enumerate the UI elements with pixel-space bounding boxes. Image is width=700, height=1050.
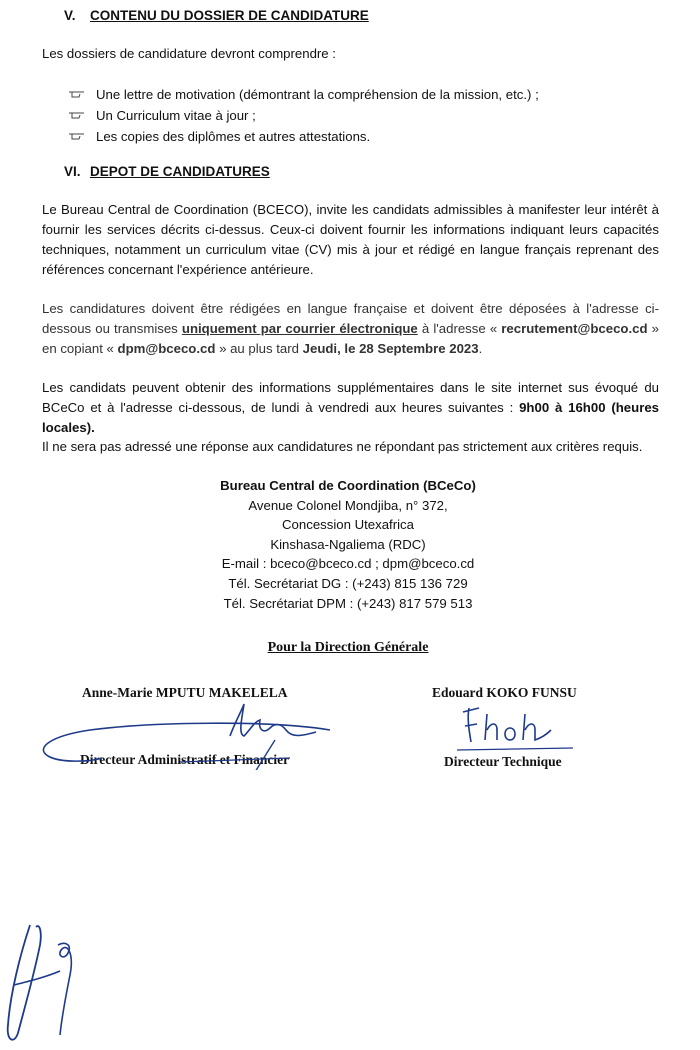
section-v-title: CONTENU DU DOSSIER DE CANDIDATURE: [90, 8, 369, 23]
left-handwritten-signature: [30, 700, 340, 770]
organization-name: Bureau Central de Coordination (BCeCo): [220, 478, 476, 493]
para2-text: Les candidatures doivent être rédigées en langue française et doivent être déposées à l'adresse ci-dessous ou transmises: [42, 301, 659, 336]
initials-handwritten: [0, 915, 85, 1050]
section-vi-number: VI.: [64, 164, 81, 179]
para2-text: .: [478, 341, 483, 356]
section-v-number: V.: [64, 8, 76, 23]
right-signatory-title: Directeur Technique: [444, 754, 562, 769]
pointing-hand-icon: [68, 126, 86, 147]
list-item-text: Les copies des diplômes et autres attestations.: [96, 129, 371, 144]
recruitment-email: recrutement@bceco.cd: [501, 321, 648, 336]
section-vi-paragraph-1: Le Bureau Central de Coordination (BCECO), invite les candidats admissibles à manifester leur intérêt à fournir les services décrits ci-dessus. Ceux-ci doivent fournir les informations indiquant leurs capacités techniques, notamment un curriculum vitae (CV) mis à jour et rédigé en langue français reprenant des références concernant l'expérience antérieure.: [42, 202, 659, 277]
office-hours: 9h00 à 16h00 (heures locales).: [42, 400, 659, 435]
section-v-intro: Les dossiers de candidature devront comprendre :: [42, 46, 336, 61]
para2-text: » en copiant «: [42, 321, 659, 356]
list-item: [68, 84, 539, 105]
list-item: [68, 126, 539, 147]
pointing-hand-icon: [68, 84, 86, 105]
para2-text: » au plus tard: [215, 341, 303, 356]
right-handwritten-signature: [455, 700, 585, 755]
para2-text: à l'adresse «: [417, 321, 502, 336]
pointing-hand-icon: [68, 105, 86, 126]
section-vi-paragraph-4: Il ne sera pas adressé une réponse aux candidatures ne répondant pas strictement aux critères requis.: [42, 439, 643, 454]
list-item-text: Un Curriculum vitae à jour ;: [96, 108, 256, 123]
section-vi-heading: [64, 164, 270, 179]
left-signatory-name: Anne-Marie MPUTU MAKELELA: [82, 685, 288, 700]
right-signatory-name: Edouard KOKO FUNSU: [432, 685, 577, 700]
address-block: [198, 476, 498, 613]
required-documents-list: [68, 84, 539, 147]
address-line: Kinshasa-Ngaliema (RDC): [270, 536, 426, 552]
section-v-heading: [64, 8, 369, 23]
contact-phone-dpm: Tél. Secrétariat DPM : (+243) 817 579 513: [223, 595, 473, 611]
list-item-text: Une lettre de motivation (démontrant la compréhension de la mission, etc.) ;: [96, 87, 539, 102]
copy-email: dpm@bceco.cd: [117, 341, 216, 356]
list-item: [68, 105, 539, 126]
para3-text: Les candidats peuvent obtenir des informations supplémentaires dans le site internet sus évoqué du BCeCo et à l'adresse ci-dessous, de lundi à vendredi aux heures suivantes :: [42, 380, 659, 415]
contact-email: E-mail : bceco@bceco.cd ; dpm@bceco.cd: [221, 556, 475, 572]
email-only-emphasis: uniquement par courrier électronique: [181, 321, 418, 336]
left-signatory-title: Directeur Administratif et Financier: [80, 752, 290, 767]
signature-heading: Pour la Direction Générale: [267, 640, 429, 655]
section-vi-title: DEPOT DE CANDIDATURES: [90, 164, 270, 179]
section-vi-paragraph-2: [42, 299, 659, 359]
section-vi-paragraph-3: [42, 378, 659, 438]
address-line: Avenue Colonel Mondjiba, n° 372,: [248, 497, 448, 513]
address-line: Concession Utexafrica: [282, 517, 414, 533]
deadline: Jeudi, le 28 Septembre 2023: [302, 341, 479, 356]
contact-phone-dg: Tél. Secrétariat DG : (+243) 815 136 729: [228, 575, 468, 591]
